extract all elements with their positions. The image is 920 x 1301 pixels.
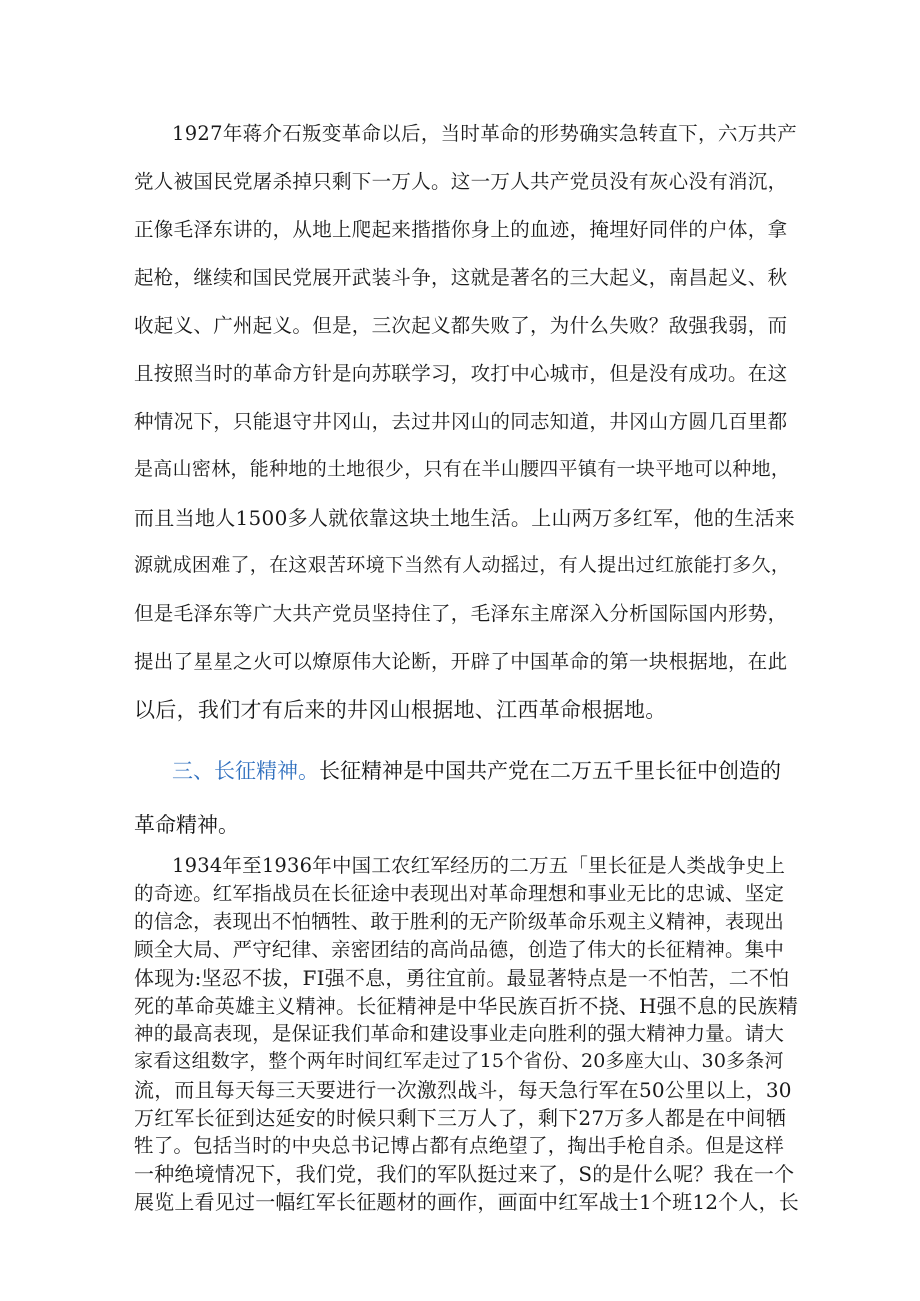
section-heading-title: 三、长征精神。 xyxy=(172,759,319,783)
paragraph-line: 牲了。包括当时的中央总书记博占都有点绝望了，掏出手枪自杀。但是这样 xyxy=(134,1134,785,1157)
paragraph-line: 顾全大局、严守纪律、亲密团结的高尚品德，创造了伟大的长征精神。集中 xyxy=(134,938,785,961)
paragraph-line: 家看这组数字，整个两年时间红军走过了15个省份、20多座大山、30多条河 xyxy=(134,1050,784,1072)
paragraph-line: 1934年至1936年中国工农红军经历的二万五「里长征是人类战争史上 xyxy=(172,854,786,877)
paragraph-line: 以后，我们才有后来的井冈山根据地、江西革命根据地。 xyxy=(134,698,667,722)
paragraph-line: 种情况下，只能退守井冈山，去过井冈山的同志知道，井冈山方圆几百里都 xyxy=(134,410,788,433)
paragraph-line: 一种绝境情况下，我们党，我们的军队挺过来了，S的是什么呢？我在一个 xyxy=(134,1162,795,1186)
paragraph-line: 展览上看见过一幅红军长征题材的画作，画面中红军战士1个班12个人，长 xyxy=(134,1190,799,1214)
paragraph-line: 的信念，表现出不怕牺牲、敢于胜利的无产阶级革命乐观主义精神，表现出 xyxy=(134,910,785,933)
paragraph-line: 且按照当时的革命方针是向苏联学习，攻打中心城市，但是没有成功。在这 xyxy=(134,362,788,385)
section-heading xyxy=(134,744,794,852)
paragraph-line: 收起义、广州起义。但是，三次起义都失败了，为什么失败？敌强我弱，而 xyxy=(134,314,788,337)
paragraph-line: 是高山密林，能种地的土地很少，只有在半山腰四平镇有一块平地可以种地， xyxy=(134,458,791,480)
paragraph-line: 体现为:坚忍不拔，FI强不息，勇往宜前。最显著特点是一不怕苦，二不怕 xyxy=(134,966,790,990)
paragraph-line: 1927年蒋介石叛变革命以后，当时革命的形势确实急转直下，六万共产 xyxy=(172,122,798,145)
paragraph-line: 但是毛泽东等广大共产党员坚持住了，毛泽东主席深入分析国际国内形势， xyxy=(134,602,788,625)
paragraph-line: 提出了星星之火可以燎原伟大论断，开辟了中国革命的第一块根据地，在此 xyxy=(134,650,788,673)
paragraph-line: 党人被国民党屠杀掉只剩下一万人。这一万人共产党员没有灰心没有消沉， xyxy=(134,170,788,193)
paragraph-line: 流，而且每天每三天要进行一次激烈战斗，每天急行军在50公里以上，30 xyxy=(134,1078,792,1102)
paragraph-line: 而且当地人1500多人就依靠这块土地生活。上山两万多红军，他的生活来 xyxy=(134,506,796,530)
paragraph-line: 源就成困难了，在这艰苦环境下当然有人动摇过，有人提出过红旅能打多久， xyxy=(134,554,791,576)
paragraph-line: 万红军长征到达延安的时候只剩下三万人了，剩下27万多人都是在中间牺 xyxy=(134,1106,787,1130)
section-heading-text: 长征精神是中国共产党在二万五千里长征中创造的革命精神。 xyxy=(134,759,781,837)
paragraph-line: 起枪，继续和国民党展开武装斗争，这就是著名的三大起义，南昌起义、秋 xyxy=(134,266,788,289)
paragraph-line: 死的革命英雄主义精神。长征精神是中华民族百折不挠、H强不息的民族精 xyxy=(134,994,799,1018)
paragraph-line: 正像毛泽东讲的，从地上爬起来揩揩你身上的血迹，掩埋好同伴的户体，拿 xyxy=(134,218,788,241)
paragraph-line: 神的最高表现，是保证我们革命和建设事业走向胜利的强大精神力量。请大 xyxy=(134,1022,785,1045)
paragraph-line: 的奇迹。红军指战员在长征途中表现出对革命理想和事业无比的忠诚、坚定 xyxy=(134,882,785,905)
